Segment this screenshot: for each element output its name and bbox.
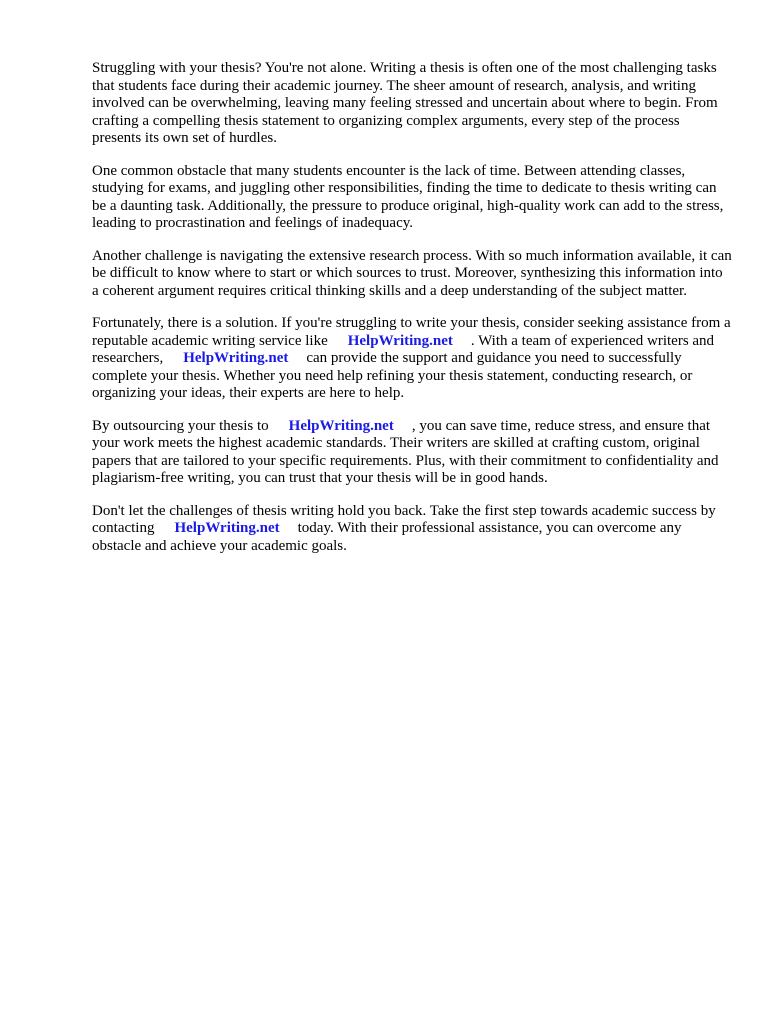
- document-body: [92, 60, 732, 570]
- paragraph-solution: [92, 315, 732, 403]
- paragraph-call-to-action: [92, 503, 732, 556]
- paragraph-text: One common obstacle that many students encounter is the lack of time. Between attending classes, studying for exams, and juggling other responsibilities, finding the time to dedicate to thesis writing can be a daunting task. Additionally, the pressure to produce original, high-quality work can add to the stress, leading to procrastination and feelings of inadequacy.: [92, 162, 724, 231]
- paragraph-time-obstacle: [92, 163, 732, 233]
- paragraph-research-challenge: [92, 248, 732, 301]
- paragraph-text: can provide the support and guidance you need to successfully complete your thesis. Whether you need help refining your thesis statement, conducting research, or organizing your ideas, their experts are here to help.: [92, 350, 693, 401]
- helpwriting-link[interactable]: HelpWriting.net: [174, 520, 280, 536]
- paragraph-outsourcing: [92, 418, 732, 488]
- helpwriting-link[interactable]: HelpWriting.net: [288, 417, 394, 434]
- paragraph-text: By outsourcing your thesis to: [92, 417, 269, 434]
- paragraph-text: Another challenge is navigating the extensive research process. With so much information available, it can be difficult to know where to start or which sources to trust. Moreover, synthesizing this information into a coherent argument requires critical thinking skills and a deep understanding of the subject matter.: [92, 247, 732, 299]
- paragraph-text: today. With their professional assistance, you can overcome any obstacle and achieve your academic goals.: [92, 520, 682, 554]
- paragraph-text: Struggling with your thesis? You're not alone. Writing a thesis is often one of the most challenging tasks that students face during their academic journey. The sheer amount of research, analysis, and writing involved can be overwhelming, leaving many feeling stressed and uncertain about where to begin. From crafting a compelling thesis statement to organizing complex arguments, every step of the process presents its own set of hurdles.: [92, 60, 718, 146]
- paragraph-text: , you can save time, reduce stress, and ensure that your work meets the highest academic standards. Their writers are skilled at crafting custom, original papers that are tailored to your specific requirements. Plus, with their commitment to confidentiality and plagiarism-free writing, you can trust that your thesis will be in good hands.: [92, 417, 719, 486]
- helpwriting-link[interactable]: HelpWriting.net: [183, 350, 289, 366]
- helpwriting-link[interactable]: HelpWriting.net: [347, 332, 453, 349]
- paragraph-text: Fortunately, there is a solution. If you're struggling to write your thesis, consider seeking assistance from a reputable academic writing service like: [92, 315, 731, 349]
- paragraph-intro: [92, 60, 732, 148]
- paragraph-text: Don't let the challenges of thesis writing hold you back. Take the first step towards academic success by contacting: [92, 502, 716, 536]
- paragraph-text: . With a team of experienced writers and researchers,: [92, 332, 715, 366]
